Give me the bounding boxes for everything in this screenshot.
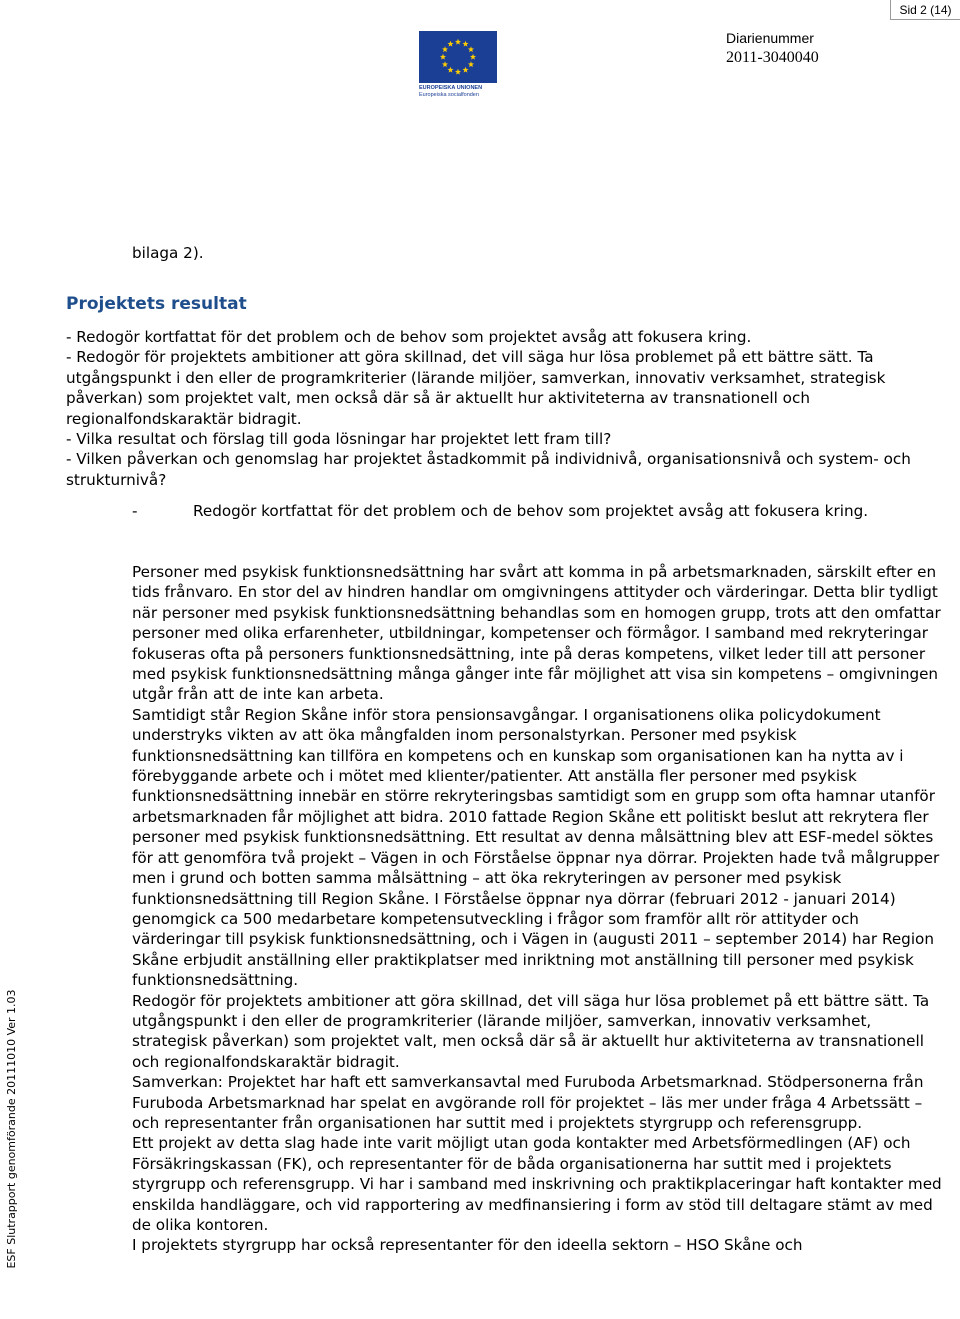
eu-star: [442, 46, 448, 52]
page-number: Sid 2 (14): [890, 0, 960, 20]
section-heading: Projektets resultat: [66, 294, 247, 314]
eu-star: [440, 54, 446, 60]
logo-text-union: EUROPEISKA UNIONEN: [419, 85, 483, 91]
eu-star: [455, 69, 461, 75]
eu-star: [455, 39, 461, 45]
logo-text-fund: Europeiska socialfonden: [419, 92, 479, 98]
answer-question-text: Redogör kortfattat för det problem och de behov som projektet avsåg att fokusera kring.: [193, 502, 869, 520]
eu-star: [462, 41, 468, 47]
section-instructions: - Redogör kortfattat för det problem och de behov som projektet avsåg att fokusera kring. - Redogör för projektets ambitioner att göra skillnad, det vill säga hur lösa problemet på ett bättre sätt. Ta utgångspunkt i den eller de programkriterier (lärande miljöer, samverkan, innovativ verksamhet, strategisk påverkan) som projektet valt, men också där så är aktuellt hur aktiviteterna av transnationell och regionalfondskaraktär bidragit. - Vilka resultat och förslag till goda lösningar har projektet lett fram till? - Vilken påverkan och genomslag har projektet åstadkommit på individnivå, organisationsnivå och system- och strukturnivå?: [66, 328, 911, 489]
eu-star: [442, 61, 448, 67]
eu-star: [470, 54, 476, 60]
document-version-label: ESF Slutrapport genomförande 20111010 Ver 1.03: [5, 989, 18, 1269]
eu-star: [447, 41, 453, 47]
answer-question-item: [132, 501, 944, 521]
answer-dash: -: [132, 502, 138, 520]
eu-flag-icon: [419, 31, 497, 83]
intro-continuation: bilaga 2).: [132, 244, 204, 262]
eu-star: [468, 46, 474, 52]
eu-star: [462, 67, 468, 73]
eu-star: [468, 61, 474, 67]
diarienummer-label: Diarienummer: [726, 30, 814, 46]
diarienummer-value: 2011-3040040: [726, 49, 819, 66]
eu-logo: [419, 31, 497, 101]
answer-body-text: Personer med psykisk funktionsnedsättning har svårt att komma in på arbetsmarknaden, särskilt efter en tids frånvaro. En stor del av hindren handlar om omgivningens attityder och värderingar. Detta blir tydligt när personer med psykisk funktionsnedsättning behandlas som en homogen grupp, trots att den omfattar personer med olika erfarenheter, utbildningar, kompetenser och förmågor. I samband med rekryteringar fokuseras ofta på personers funktionsnedsättning, inte på deras kompetens, vilket leder till att personer med psykisk funktionsnedsättning många gånger inte får möjlighet att visa sin kompetens – omgivningen utgår från att de inte kan arbeta. Samtidigt står Region Skåne inför stora pensionsavgångar. I organisationens olika policydokument understryks vikten av att öka mångfalden inom personalstyrkan. Personer med psykisk funktionsnedsättning kan tillföra en kompetens och en kunskap som organisationen kan ha nytta av i förebyggande arbete och i mötet med klienter/patienter. Att anställa fler personer med psykisk funktionsnedsättning innebär en större rekryteringsbas samtidigt som en grupp som ofta hamnar utanför arbetsmarknaden får möjlighet att bidra. 2010 fattade Region Skåne ett politiskt beslut att rekrytera fler personer med psykisk funktionsnedsättning. Ett resultat av denna målsättning blev att ESF-medel söktes för att genomföra två projekt – Vägen in och Förståelse öppnar nya dörrar. Projekten hade två målgrupper men i grund och botten samma målsättning – att öka rekryteringen av personer med psykisk funktionsnedsättning till Region Skåne. I Förståelse öppnar nya dörrar (februari 2012 - januari 2014) genomgick ca 500 medarbetare kompetensutveckling i frågor som framför allt rör attityder och värderingar till psykisk funktionsnedsättning, och i Vägen in (augusti 2011 – september 2014) har Region Skåne erbjudit anställning eller praktikplatser med inriktning mot anställning till personer med psykisk funktionsnedsättning. Redogör för projektets ambitioner att göra skillnad, det vill säga hur lösa problemet på ett bättre sätt. Ta utgångspunkt i den eller de programkriterier (lärande miljöer, samverkan, innovativ verksamhet, strategisk påverkan) som projektet valt, men också där så är aktuellt hur aktiviteterna av transnationell och regionalfondskaraktär bidragit. Samverkan: Projektet har haft ett samverkansavtal med Furuboda Arbetsmarknad. Stödpersonerna från Furuboda Arbetsmarknad har spelat en avgörande roll för projektet – läs mer under fråga 4 Arbetssätt – och representanter från organisationen har suttit med i projektets styrgrupp och referensgrupp. Ett projekt av detta slag hade inte varit möjligt utan goda kontakter med Arbetsförmedlingen (AF) och Försäkringskassan (FK), och representanter för de båda organisationerna har suttit med i projektets styrgrupp och referensgrupp. Vi har i samband med inskrivning och praktikplaceringar haft kontakter med enskilda handläggare, och vid rapportering av medfinansiering i form av stöd till deltagare stämt av med de olika kontoren. I projektets styrgrupp har också representanter för den ideella sektorn – HSO Skåne och: [132, 563, 942, 1255]
eu-star: [447, 67, 453, 73]
